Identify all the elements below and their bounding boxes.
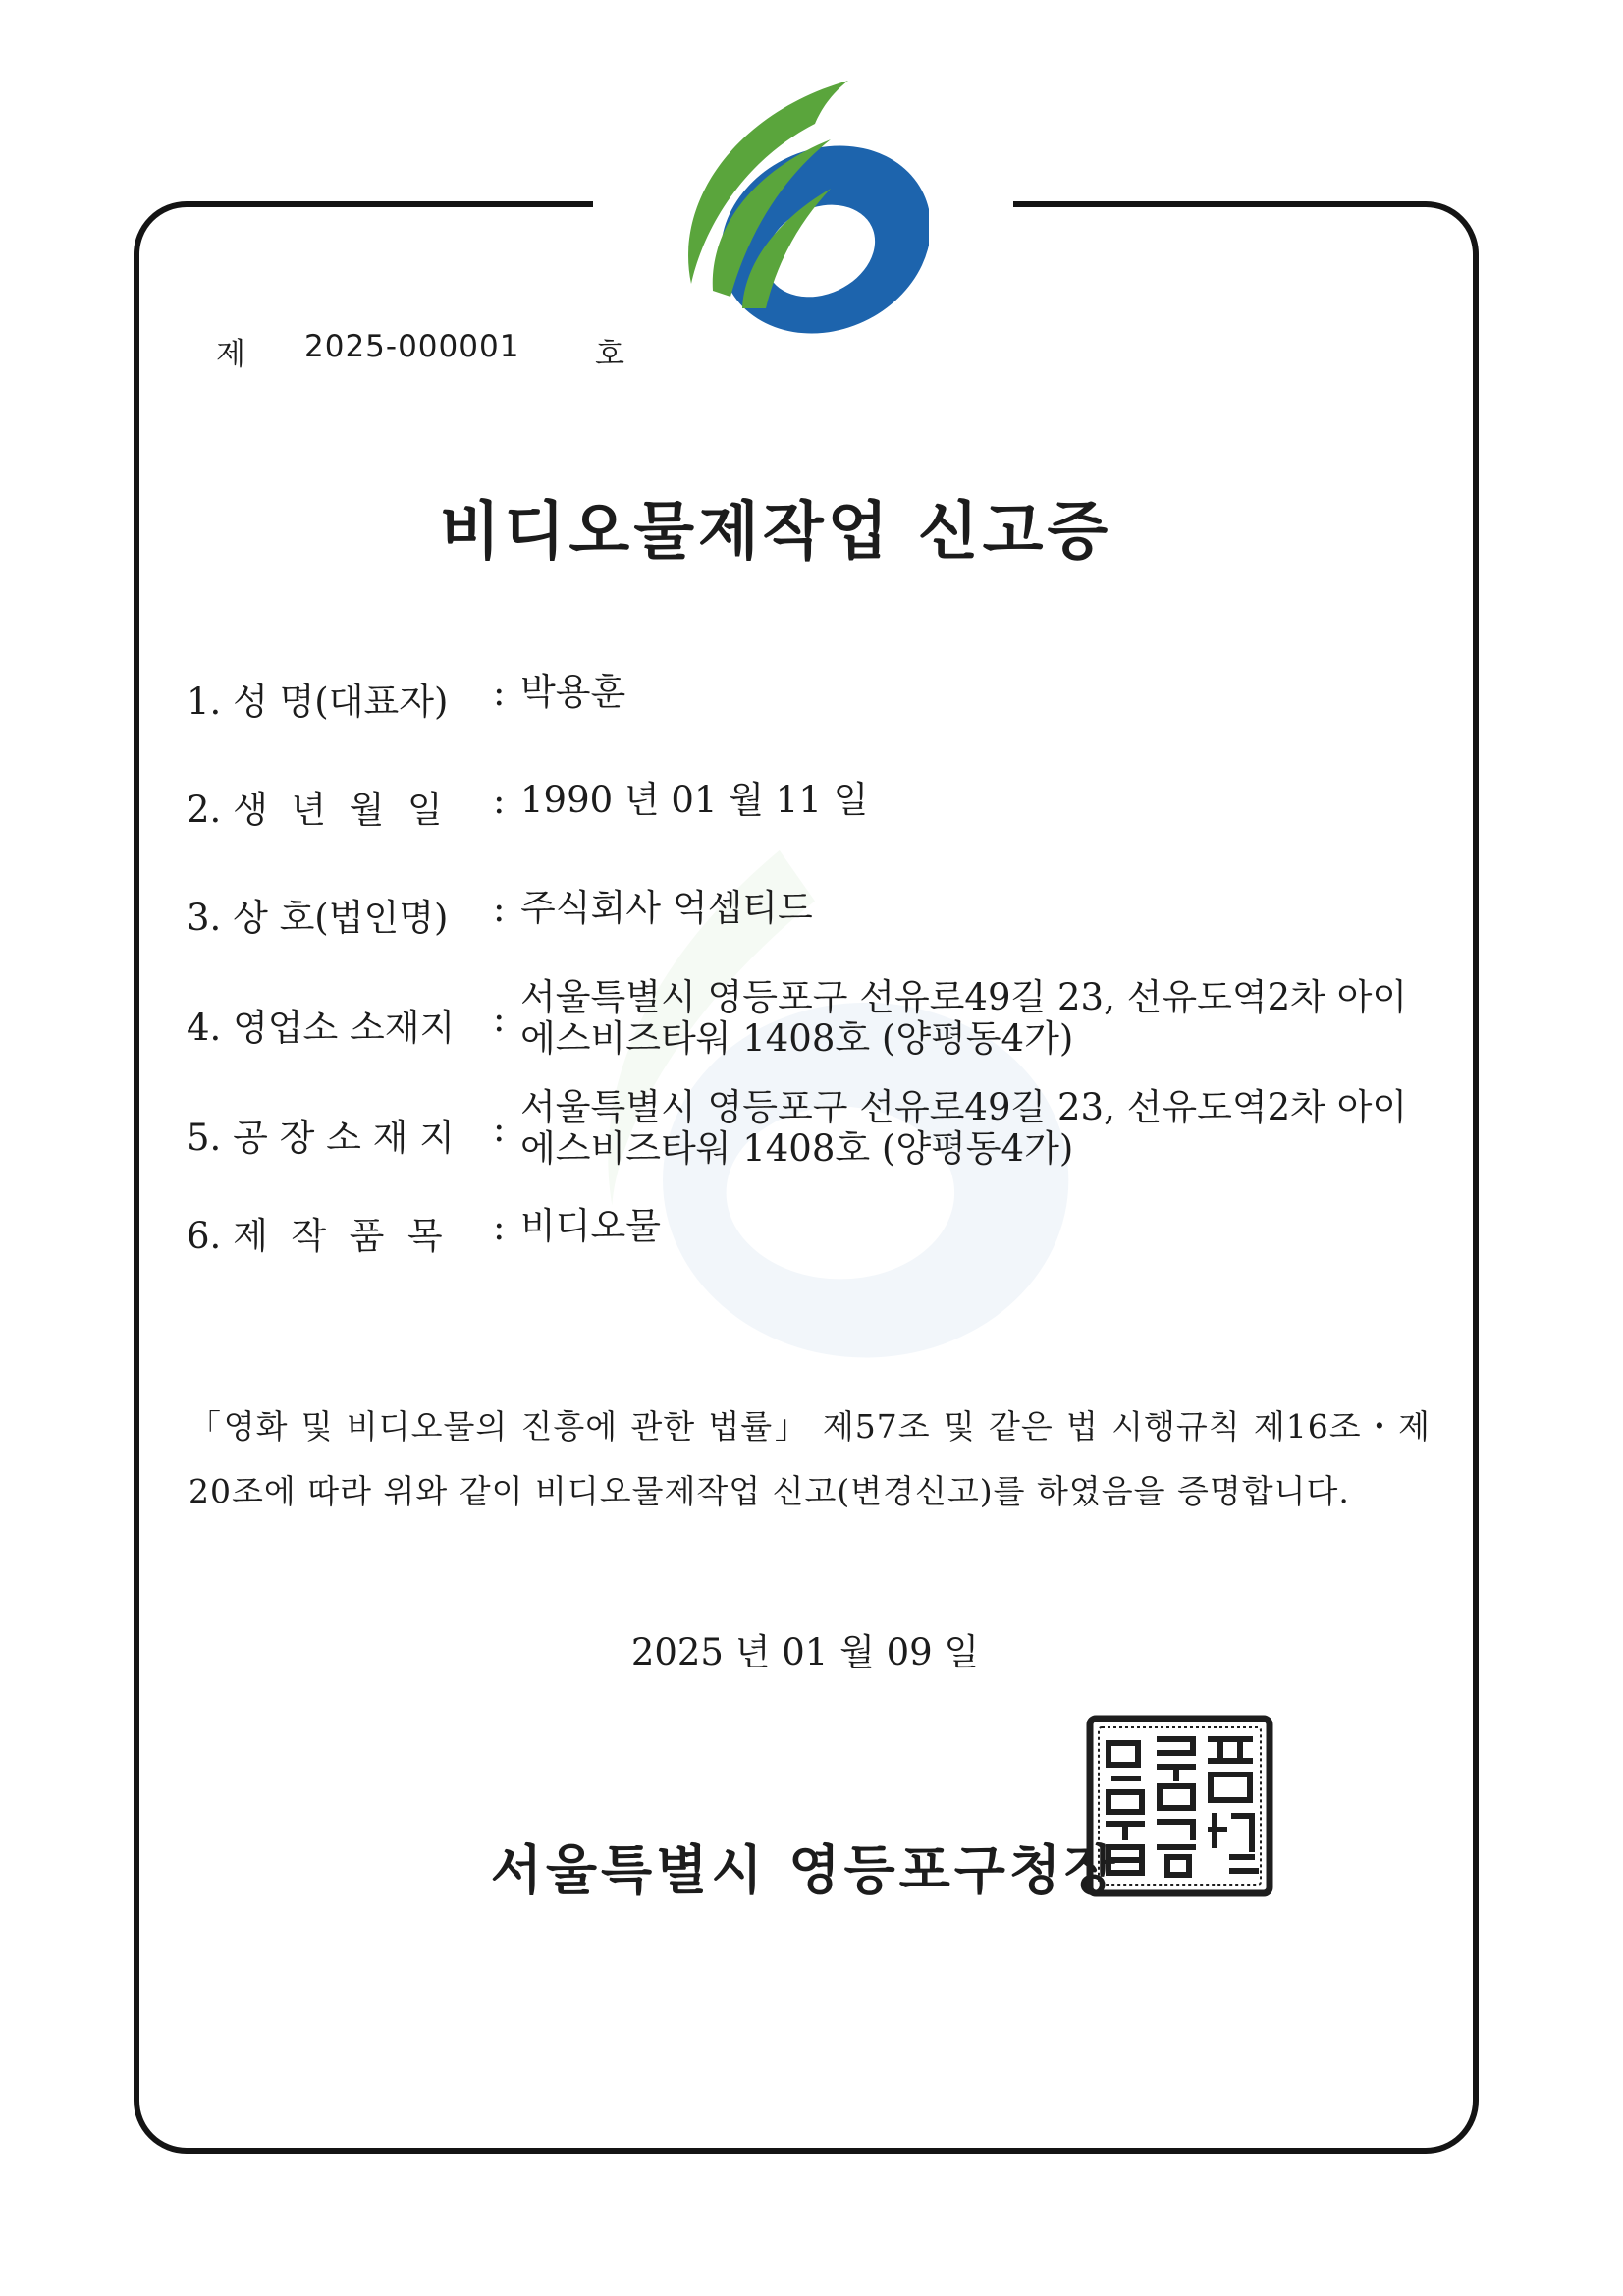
field-value: 비디오물 (520, 1205, 661, 1247)
field-colon: : (493, 998, 506, 1040)
registration-prefix: 제 (216, 337, 246, 372)
issue-date: 2025 년 01 월 09 일 (630, 1631, 980, 1673)
field-label: 5. 공 장 소 재 지 (187, 1117, 455, 1159)
field-value: 박용훈 (520, 671, 626, 713)
field-value: 서울특별시 영등포구 선유로49길 23, 선유도역2차 아이에스비즈타워 1408호 (양평동4가) (520, 976, 1408, 1060)
field-label: 1. 성 명(대표자) (187, 681, 449, 723)
field-value: 1990 년 01 월 11 일 (520, 779, 869, 821)
field-value: 서울특별시 영등포구 선유로49길 23, 선유도역2차 아이에스비즈타워 1408호 (양평동4가) (520, 1086, 1408, 1170)
registration-suffix: 호 (595, 337, 625, 372)
field-label: 6. 제 작 품 목 (187, 1215, 443, 1257)
field-colon: : (493, 888, 506, 930)
issuer-name: 서울특별시 영등포구청장 (490, 1839, 1120, 1901)
district-emblem-icon (683, 73, 929, 338)
official-seal-icon (1085, 1714, 1274, 1898)
field-value: 주식회사 억셉티드 (520, 887, 813, 929)
document-title: 비디오물제작업 신고증 (439, 496, 1112, 569)
field-colon: : (493, 1206, 506, 1248)
field-label: 4. 영업소 소재지 (187, 1007, 456, 1049)
registration-number: 2025-000001 (304, 329, 520, 364)
field-label: 3. 상 호(법인명) (187, 897, 449, 939)
field-colon: : (493, 1108, 506, 1150)
field-colon: : (493, 672, 506, 714)
field-colon: : (493, 780, 506, 822)
certification-statement: 「영화 및 비디오물의 진흥에 관한 법률」 제57조 및 같은 법 시행규칙 제16조・제20조에 따라 위와 같이 비디오물제작업 신고(변경신고)를 하였음을 증명합니다. (189, 1407, 1431, 1510)
field-label: 2. 생 년 월 일 (187, 789, 443, 831)
